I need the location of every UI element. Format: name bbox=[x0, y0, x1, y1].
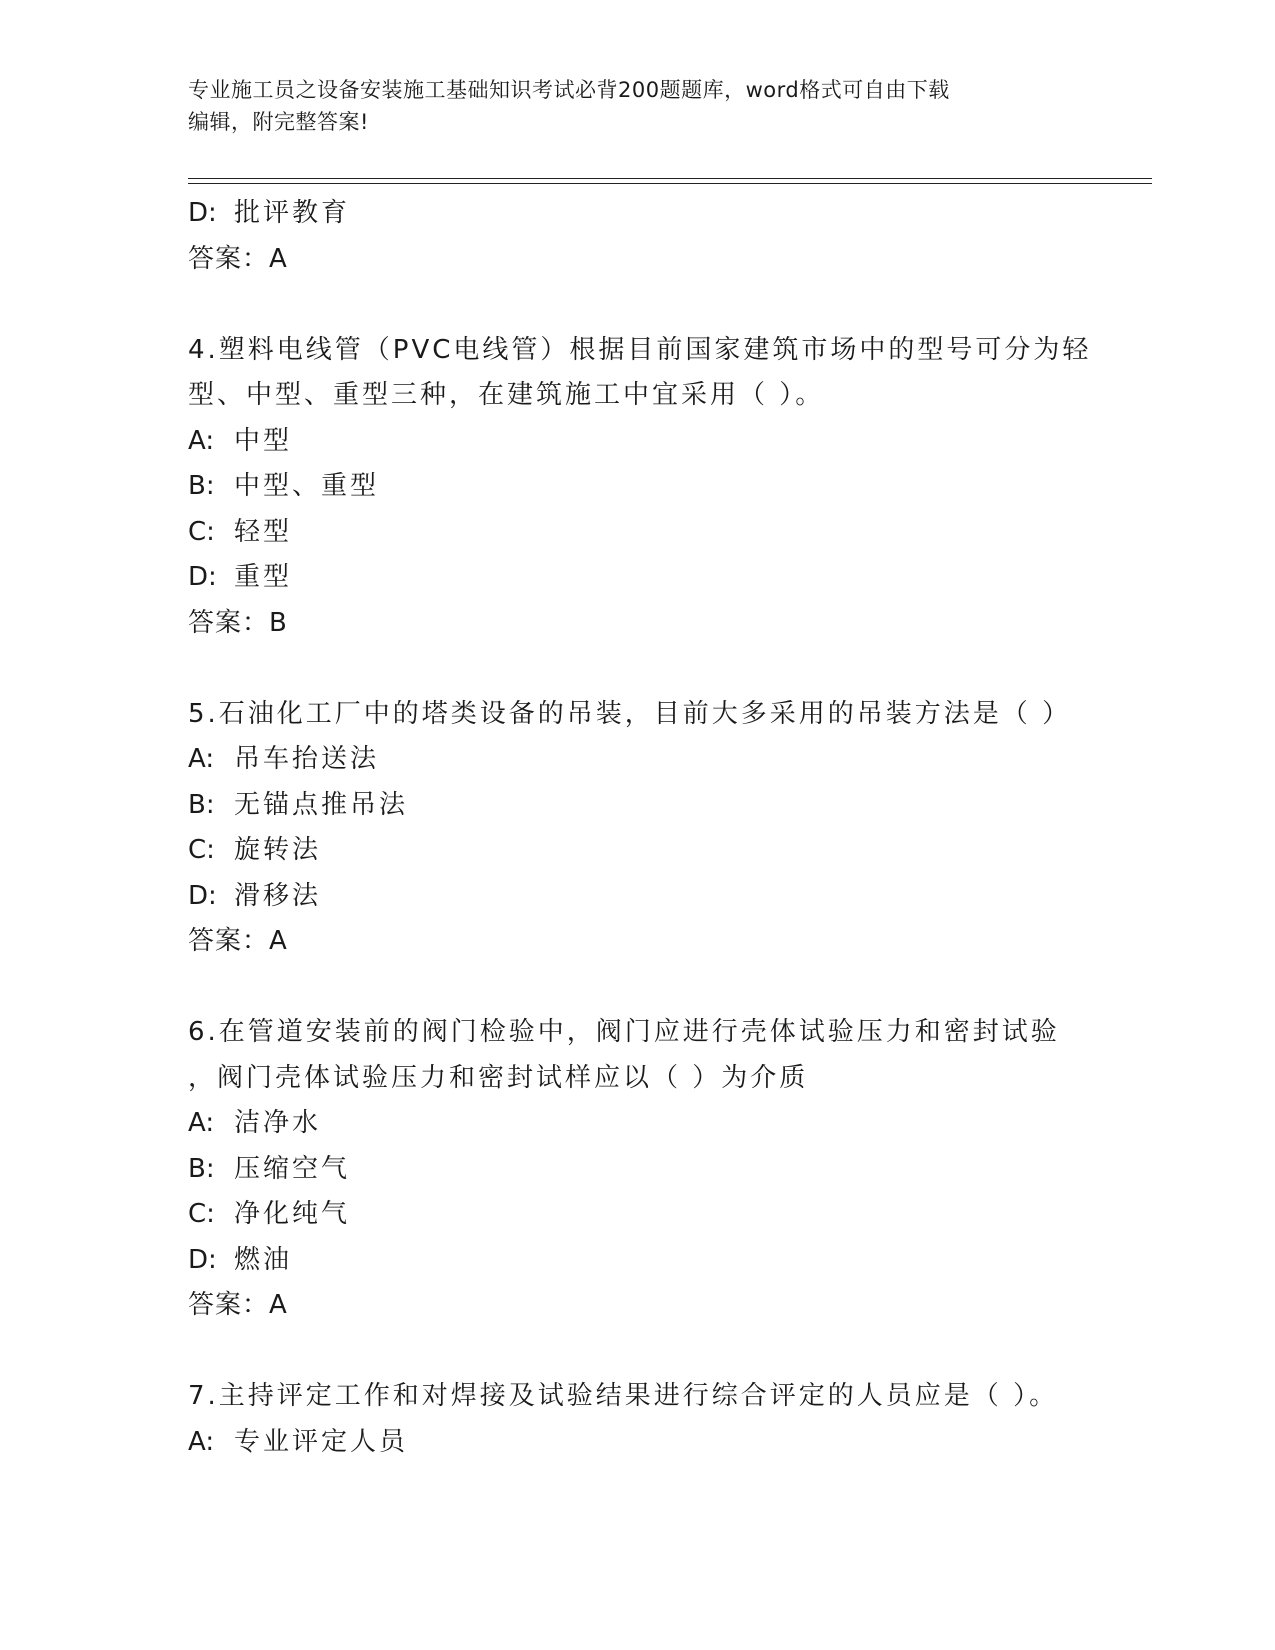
option-text: 批评教育 bbox=[234, 198, 351, 228]
option-a bbox=[188, 419, 1088, 465]
answer-line: 答案：A bbox=[188, 1290, 288, 1320]
spacer bbox=[188, 965, 1088, 1011]
option-letter: A: bbox=[188, 425, 215, 456]
question-stem: 5.石油化工厂中的塔类设备的吊装，目前大多采用的吊装方法是（ ） bbox=[188, 698, 1072, 729]
option-text: 中型、重型 bbox=[234, 471, 380, 501]
question-list bbox=[188, 191, 1092, 1465]
option-a bbox=[188, 737, 1088, 783]
option-text: 净化纯气 bbox=[234, 1199, 351, 1229]
option-letter: D: bbox=[188, 1244, 217, 1275]
question-4 bbox=[188, 328, 1092, 647]
option-d bbox=[188, 874, 1088, 920]
question-stem: 7.主持评定工作和对焊接及试验结果进行综合评定的人员应是（ ）。 bbox=[188, 1381, 1059, 1411]
option-letter: B: bbox=[188, 1153, 215, 1184]
question-stem: 6.在管道安装前的阀门检验中，阀门应进行壳体试验压力和密封试验 bbox=[188, 1017, 1060, 1047]
option-a bbox=[188, 1420, 1088, 1466]
answer-line: 答案：A bbox=[188, 243, 288, 274]
option-letter: C: bbox=[188, 835, 215, 865]
header-divider-top bbox=[188, 178, 1152, 179]
option-text: 重型 bbox=[234, 562, 293, 592]
option-letter: D: bbox=[188, 880, 217, 911]
option-text: 无锚点推吊法 bbox=[234, 789, 409, 820]
option-text: 洁净水 bbox=[234, 1108, 322, 1138]
question-stem-continued: 型、中型、重型三种，在建筑施工中宜采用（ ）。 bbox=[188, 380, 825, 410]
header-title-line1: 专业施工员之设备安装施工基础知识考试必背200题题库，word格式可自由下载 bbox=[188, 78, 950, 102]
option-c bbox=[188, 1192, 1088, 1238]
question-stem-continued: ，阀门壳体试验压力和密封试样应以（ ）为介质 bbox=[188, 1062, 809, 1093]
option-d bbox=[188, 555, 1088, 601]
option-a bbox=[188, 1101, 1088, 1147]
question-3 bbox=[188, 191, 1088, 282]
option-text: 中型 bbox=[234, 425, 293, 456]
spacer bbox=[188, 282, 1088, 328]
option-text: 专业评定人员 bbox=[234, 1426, 409, 1457]
answer-line: 答案：A bbox=[188, 926, 288, 956]
header-title-line2: 编辑，附完整答案! bbox=[188, 110, 369, 134]
document-header bbox=[188, 74, 1088, 138]
option-d bbox=[188, 1238, 1088, 1284]
option-letter: B: bbox=[188, 789, 215, 820]
question-6 bbox=[188, 1010, 1088, 1329]
answer-line: 答案：B bbox=[188, 607, 288, 638]
option-letter: D: bbox=[188, 562, 217, 592]
option-b bbox=[188, 1147, 1088, 1193]
option-b bbox=[188, 783, 1088, 829]
option-c bbox=[188, 828, 1088, 874]
option-letter: A: bbox=[188, 1108, 215, 1138]
option-c bbox=[188, 510, 1088, 556]
spacer bbox=[188, 1329, 1088, 1375]
option-letter: A: bbox=[188, 744, 215, 774]
option-letter: B: bbox=[188, 471, 215, 501]
option-text: 压缩空气 bbox=[234, 1153, 351, 1184]
option-letter: D: bbox=[188, 198, 217, 228]
option-letter: A: bbox=[188, 1426, 215, 1457]
option-d bbox=[188, 191, 1088, 237]
option-text: 燃油 bbox=[234, 1244, 293, 1275]
spacer bbox=[188, 646, 1088, 692]
option-text: 轻型 bbox=[234, 516, 293, 547]
question-stem: 4.塑料电线管（PVC电线管）根据目前国家建筑市场中的型号可分为轻 bbox=[188, 334, 1092, 365]
question-5 bbox=[188, 692, 1088, 965]
option-letter: C: bbox=[188, 1199, 215, 1229]
option-letter: C: bbox=[188, 516, 215, 547]
option-text: 吊车抬送法 bbox=[234, 744, 380, 774]
question-7 bbox=[188, 1374, 1088, 1465]
option-b bbox=[188, 464, 1088, 510]
option-text: 滑移法 bbox=[234, 880, 322, 911]
header-divider-bottom bbox=[188, 183, 1152, 184]
option-text: 旋转法 bbox=[234, 835, 322, 865]
